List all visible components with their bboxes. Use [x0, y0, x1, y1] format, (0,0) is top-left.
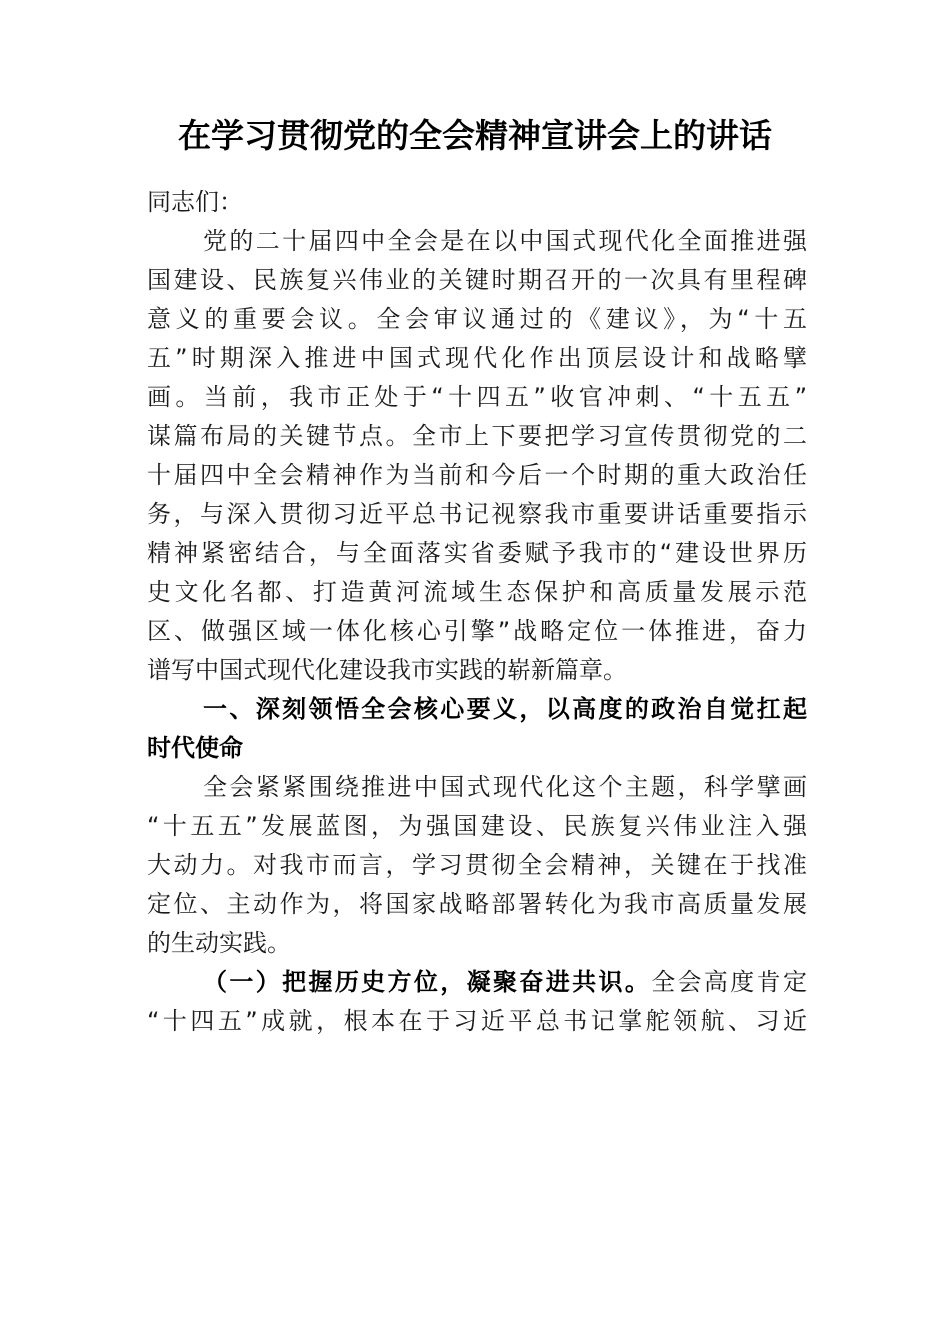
paragraph-line: 全会紧紧围绕推进中国式现代化这个主题，科学擘画	[203, 773, 807, 801]
paragraph-line: 谋篇布局的关键节点。全市上下要把学习宣传贯彻党的二	[147, 422, 807, 450]
heading-line: 时代使命	[147, 734, 243, 762]
paragraph-line: 的生动实践。	[147, 929, 291, 957]
paragraph-line: 史文化名都、打造黄河流域生态保护和高质量发展示范	[147, 578, 807, 606]
subsection-first-line	[147, 963, 807, 1002]
paragraph-line: 党的二十届四中全会是在以中国式现代化全面推进强	[203, 227, 807, 255]
paragraph-intro	[147, 222, 807, 690]
paragraph-line: 画。当前，我市正处于“十四五”收官冲刺、“十五五”	[147, 383, 807, 411]
subsection-1-1	[147, 963, 807, 1041]
paragraph-line: 十届四中全会精神作为当前和今后一个时期的重大政治任	[147, 461, 807, 489]
paragraph-line: “十五五”发展蓝图，为强国建设、民族复兴伟业注入强	[147, 812, 807, 840]
paragraph-section-1	[147, 768, 807, 963]
document-body	[147, 183, 807, 1041]
paragraph-line: 区、做强区域一体化核心引擎”战略定位一体推进，奋力	[147, 617, 807, 645]
paragraph-line: 定位、主动作为，将国家战略部署转化为我市高质量发展	[147, 890, 807, 918]
paragraph-line: 精神紧密结合，与全面落实省委赋予我市的“建设世界历	[147, 539, 807, 567]
document-title: 在学习贯彻党的全会精神宣讲会上的讲话	[178, 116, 772, 155]
paragraph-line: 谱写中国式现代化建设我市实践的崭新篇章。	[147, 656, 627, 684]
subsection-heading: （一）把握历史方位，凝聚奋进共识。	[203, 968, 652, 996]
salutation: 同志们：	[147, 188, 243, 216]
section-heading-1	[147, 690, 807, 768]
paragraph-line: 五”时期深入推进中国式现代化作出顶层设计和战略擘	[147, 344, 807, 372]
paragraph-line: 意义的重要会议。全会审议通过的《建议》，为“十五	[147, 305, 807, 333]
paragraph-line: 国建设、民族复兴伟业的关键时期召开的一次具有里程碑	[147, 266, 807, 294]
paragraph-line: 务，与深入贯彻习近平总书记视察我市重要讲话重要指示	[147, 500, 807, 528]
paragraph-line: “十四五”成就，根本在于习近平总书记掌舵领航、习近	[147, 1007, 807, 1035]
paragraph-line: 大动力。对我市而言，学习贯彻全会精神，关键在于找准	[147, 851, 807, 879]
subsection-text: 全会高度肯定	[651, 968, 808, 996]
heading-line: 一、深刻领悟全会核心要义，以高度的政治自觉扛起	[203, 695, 807, 723]
